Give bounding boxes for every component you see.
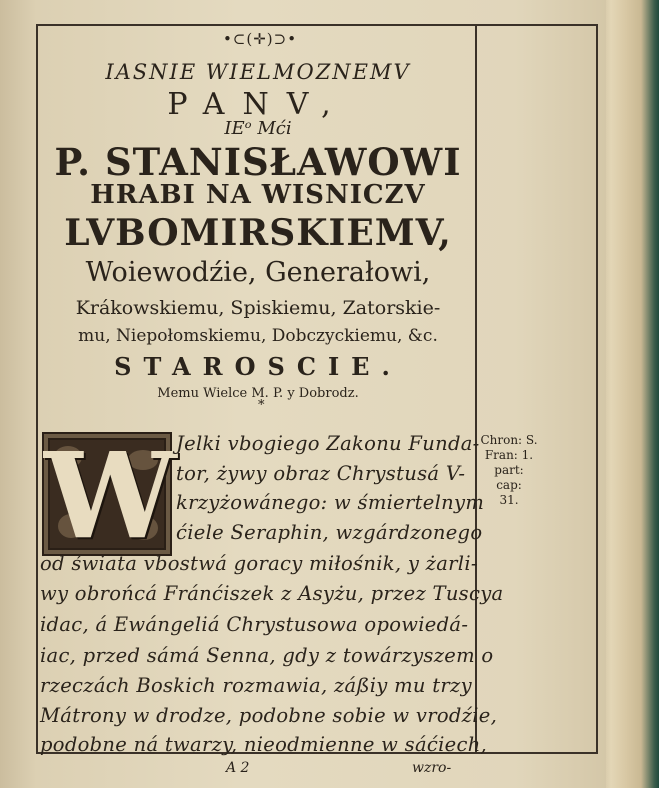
printer-mark: * bbox=[258, 398, 265, 413]
body-line-5: od świata vbostwá goracy miłośnik, y żarli- bbox=[40, 552, 478, 575]
margin-note-line: Fran: 1. bbox=[484, 448, 534, 462]
title-line-2: PANV, bbox=[167, 87, 349, 122]
body-line-2: tor, żywy obraz Chrystusá V- bbox=[176, 462, 466, 485]
title-line-1: IASNIE WIELMOZNEMV bbox=[105, 60, 411, 84]
body-line-10: Mátrony w drodze, podobne sobie w vrodźie, bbox=[40, 704, 498, 727]
margin-note-line: 31. bbox=[499, 493, 519, 507]
frame-top-rule bbox=[36, 24, 598, 26]
title-line-8: Krákowskiemu, Spiskiemu, Zatorskie- bbox=[75, 297, 441, 319]
body-line-7: idac, á Ewángeliá Chrystusowa opowiedá- bbox=[40, 613, 469, 636]
margin-note-line: part: cap: bbox=[494, 463, 524, 492]
body-line-1: Jelki vbogiego Zakonu Funda- bbox=[176, 432, 480, 455]
catchword: wzro- bbox=[412, 760, 452, 776]
body-line-8: iac, przed sámá Senna, gdy z towárzyszem o bbox=[40, 644, 494, 667]
title-line-5: HRABI NA WISNICZV bbox=[90, 180, 426, 210]
title-line-7: Woiewodźie, Generałowi, bbox=[85, 257, 431, 288]
title-line-10: STAROSCIE. bbox=[114, 352, 402, 381]
signature-mark: A 2 bbox=[226, 760, 250, 776]
initial-letter: W bbox=[44, 426, 177, 565]
body-line-11: podobne ná twarzy, nieodmienne w sáćiech, bbox=[40, 733, 488, 756]
margin-note-line: Chron: S. bbox=[480, 433, 538, 447]
margin-note bbox=[480, 433, 538, 508]
body-line-9: rzeczách Boskich rozmawia, záßiy mu trzy bbox=[40, 674, 472, 697]
title-line-4: P. STANISŁAWOWI bbox=[54, 140, 462, 184]
body-line-4: ćiele Seraphin, wzgárdzonego bbox=[176, 521, 483, 544]
header-ornament: •⊂(✛)⊃• bbox=[222, 30, 298, 48]
title-line-9: mu, Niepołomskiemu, Dobczyckiemu, &c. bbox=[78, 326, 438, 346]
title-line-3: IEᵒ Mći bbox=[224, 118, 292, 139]
title-line-11: Memu Wielce M. P. y Dobrodz. bbox=[157, 386, 359, 401]
body-line-6: wy obrońcá Fránćiszek z Asyżu, przez Tuscya bbox=[40, 582, 504, 605]
frame-right-rule bbox=[596, 24, 598, 754]
body-line-3: krzyżowánego: w śmiertelnym bbox=[176, 491, 485, 514]
title-line-6: LVBOMIRSKIEMV, bbox=[64, 212, 452, 254]
decorated-initial bbox=[42, 426, 177, 565]
frame-left-rule bbox=[36, 24, 38, 754]
book-edge bbox=[599, 0, 659, 788]
